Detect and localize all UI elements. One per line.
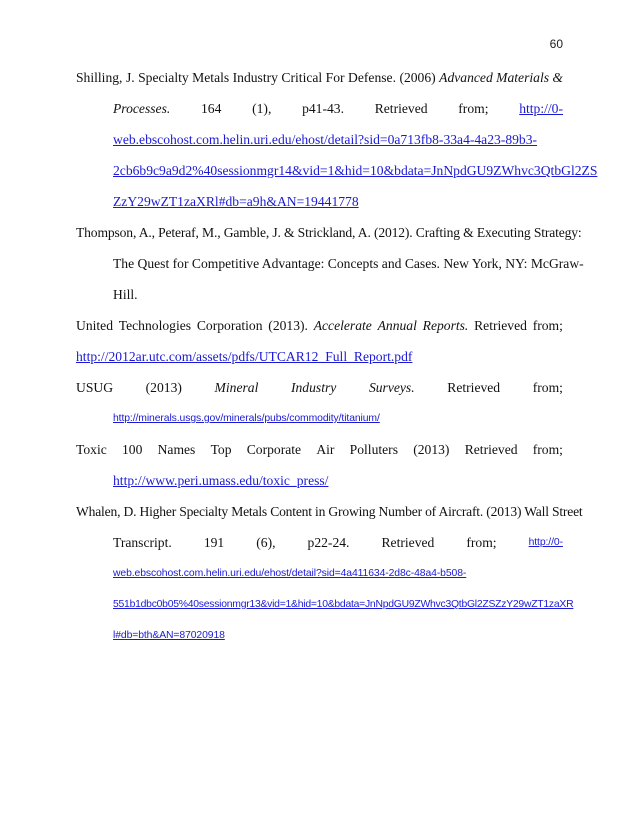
- word: Retrieved: [447, 380, 501, 395]
- reference-link[interactable]: http://2012ar.utc.com/assets/pdfs/UTCAR12_Full_Report.pdf: [76, 349, 413, 364]
- word: Retrieved: [381, 535, 435, 550]
- word: (2006): [399, 70, 436, 85]
- reference-link[interactable]: 2cb6b9c9a9d2%40sessionmgr14&vid=1&hid=10&bdata=JnNpdGU9ZWhvc3QtbGl2ZS: [113, 163, 598, 178]
- reference-shilling-line-2: [113, 101, 563, 117]
- word: Polluters: [349, 442, 398, 457]
- word: Shilling,: [76, 70, 123, 85]
- reference-whalen-line-1: Whalen, D. Higher Specialty Metals Content in Growing Number of Aircraft. (2013) Wall Street: [76, 504, 583, 519]
- word: (2013): [413, 442, 450, 457]
- word: Retrieved: [474, 318, 527, 333]
- word: from;: [532, 442, 563, 457]
- word: 164: [200, 101, 222, 116]
- word: USUG: [76, 380, 114, 395]
- word: Technologies: [118, 318, 192, 333]
- word: Retrieved: [374, 101, 428, 116]
- report-title-word: Annual: [377, 318, 417, 333]
- report-title-word: Reports.: [422, 318, 469, 333]
- word: (2013): [145, 380, 182, 395]
- word: (2013).: [268, 318, 308, 333]
- word: Toxic: [76, 442, 107, 457]
- word: Names: [157, 442, 196, 457]
- word: p22-24.: [307, 535, 350, 550]
- reference-link[interactable]: 551b1dbc0b05%40sessionmgr13&vid=1&hid=10&bdata=JnNpdGU9ZWhvc3QtbGl2ZSZzY29wZT1zaXR: [113, 599, 574, 610]
- word: Top: [210, 442, 232, 457]
- word: Retrieved: [464, 442, 518, 457]
- word: p41-43.: [302, 101, 344, 116]
- word: (6),: [256, 535, 276, 550]
- word: Metals: [192, 70, 230, 85]
- report-title-word: Mineral: [214, 380, 259, 395]
- word: from;: [466, 535, 497, 550]
- word: For: [325, 70, 345, 85]
- word: United: [76, 318, 113, 333]
- word: Corporate: [246, 442, 302, 457]
- word: Air: [316, 442, 335, 457]
- reference-thompson-line-2: The Quest for Competitive Advantage: Concepts and Cases. New York, NY: McGraw-: [113, 256, 584, 271]
- word: Transcript.: [113, 535, 172, 550]
- reference-link[interactable]: l#db=bth&AN=87020918: [113, 630, 225, 641]
- report-title-word: Industry: [290, 380, 337, 395]
- word: Defense.: [348, 70, 396, 85]
- word: from;: [532, 380, 563, 395]
- word: Specialty: [138, 70, 189, 85]
- word: 100: [121, 442, 143, 457]
- reference-link[interactable]: http://0-: [519, 101, 563, 116]
- word: (1),: [252, 101, 272, 116]
- reference-link[interactable]: http://www.peri.umass.edu/toxic_press/: [113, 473, 329, 488]
- reference-usug-line-1: [76, 380, 563, 396]
- word: J.: [125, 70, 135, 85]
- word: 191: [203, 535, 225, 550]
- report-title-word: Surveys.: [368, 380, 415, 395]
- reference-link[interactable]: web.ebscohost.com.helin.uri.edu/ehost/detail?sid=0a713fb8-33a4-4a23-89b3-: [113, 132, 538, 147]
- reference-link[interactable]: web.ebscohost.com.helin.uri.edu/ehost/detail?sid=4a411634-2d8c-48a4-b508-: [113, 568, 467, 579]
- reference-link[interactable]: http://0-: [528, 537, 563, 548]
- word: from;: [532, 318, 563, 333]
- reference-link[interactable]: http://minerals.usgs.gov/minerals/pubs/commodity/titanium/: [113, 413, 380, 424]
- report-title-word: Accelerate: [313, 318, 372, 333]
- reference-toxic-line-1: [76, 442, 563, 458]
- reference-thompson-line-3: Hill.: [113, 287, 138, 302]
- word: from;: [458, 101, 489, 116]
- reference-whalen-line-2: [113, 535, 563, 551]
- reference-utc-line-1: [76, 318, 563, 334]
- word: Industry: [232, 70, 278, 85]
- journal-title: Advanced Materials &: [439, 70, 563, 85]
- journal-title: Processes.: [113, 101, 171, 116]
- word: Corporation: [196, 318, 263, 333]
- page-number: 60: [549, 37, 563, 51]
- reference-shilling-line-1: [76, 70, 563, 86]
- reference-thompson-line-1: Thompson, A., Peteraf, M., Gamble, J. & Strickland, A. (2012). Crafting & Executing Strategy:: [76, 225, 582, 240]
- word: Critical: [281, 70, 323, 85]
- reference-link[interactable]: ZzY29wZT1zaXRl#db=a9h&AN=19441778: [113, 194, 359, 209]
